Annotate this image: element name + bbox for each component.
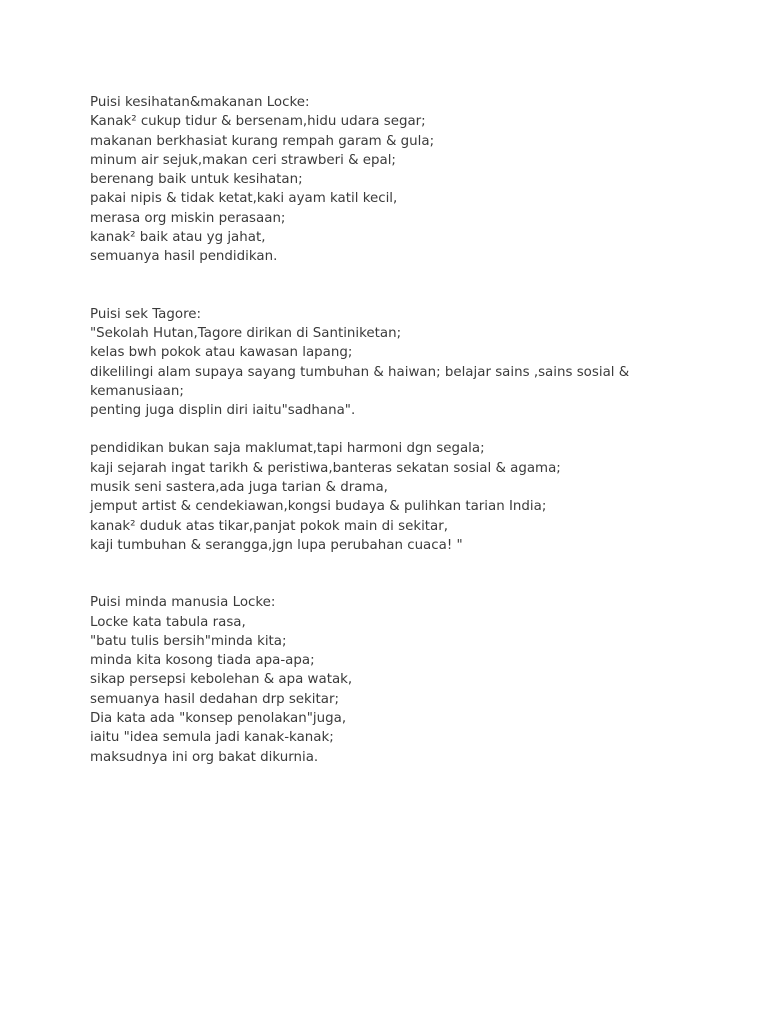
poem-line: Kanak² cukup tidur & bersenam,hidu udara segar;	[90, 114, 426, 130]
stanza-spacer	[90, 555, 750, 593]
poem-line: musik seni sastera,ada juga tarian & drama,	[90, 480, 388, 496]
poem-line: Dia kata ada "konsep penolakan"juga,	[90, 711, 347, 727]
poem-minda-manusia	[90, 593, 750, 767]
poem-line: minda kita kosong tiada apa-apa;	[90, 653, 315, 669]
poem-line: makanan berkhasiat kurang rempah garam & gula;	[90, 133, 435, 149]
poem-line: kanak² duduk atas tikar,panjat pokok main di sekitar,	[90, 518, 449, 534]
poem-line: dikelilingi alam supaya sayang tumbuhan & haiwan; belajar sains ,sains sosial &	[90, 364, 630, 380]
poem-line: jemput artist & cendekiawan,kongsi budaya & pulihkan tarian India;	[90, 499, 547, 515]
poem-line: pakai nipis & tidak ketat,kaki ayam katil kecil,	[90, 191, 398, 207]
poem-line: kaji sejarah ingat tarikh & peristiwa,banteras sekatan sosial & agama;	[90, 460, 561, 476]
poem-kesihatan-makanan	[90, 93, 750, 267]
document-page	[90, 93, 750, 767]
poem-line: penting juga displin diri iaitu"sadhana".	[90, 403, 356, 419]
poem-line: iaitu "idea semula jadi kanak-kanak;	[90, 730, 334, 746]
poem-title: Puisi sek Tagore:	[90, 306, 202, 322]
stanza-spacer	[90, 420, 750, 439]
poem-line: kelas bwh pokok atau kawasan lapang;	[90, 345, 353, 361]
poem-line: sikap persepsi kebolehan & apa watak,	[90, 672, 353, 688]
poem-sek-tagore	[90, 305, 750, 421]
poem-line: kanak² baik atau yg jahat,	[90, 230, 266, 246]
poem-line: minum air sejuk,makan ceri strawberi & epal;	[90, 152, 396, 168]
poem-line: semuanya hasil pendidikan.	[90, 249, 278, 265]
poem-sek-tagore-continued	[90, 439, 750, 555]
poem-line: semuanya hasil dedahan drp sekitar;	[90, 691, 339, 707]
poem-title: Puisi minda manusia Locke:	[90, 595, 276, 611]
poem-line: berenang baik untuk kesihatan;	[90, 172, 303, 188]
poem-line: maksudnya ini org bakat dikurnia.	[90, 749, 319, 765]
poem-line: pendidikan bukan saja maklumat,tapi harmoni dgn segala;	[90, 441, 485, 457]
poem-line: merasa org miskin perasaan;	[90, 210, 286, 226]
poem-line: "batu tulis bersih"minda kita;	[90, 633, 287, 649]
poem-line: Locke kata tabula rasa,	[90, 614, 246, 630]
poem-line: "Sekolah Hutan,Tagore dirikan di Santiniketan;	[90, 325, 402, 341]
poem-line: kemanusiaan;	[90, 383, 184, 399]
poem-title: Puisi kesihatan&makanan Locke:	[90, 95, 310, 110]
poem-line: kaji tumbuhan & serangga,jgn lupa perubahan cuaca! "	[90, 537, 463, 553]
stanza-spacer	[90, 267, 750, 305]
